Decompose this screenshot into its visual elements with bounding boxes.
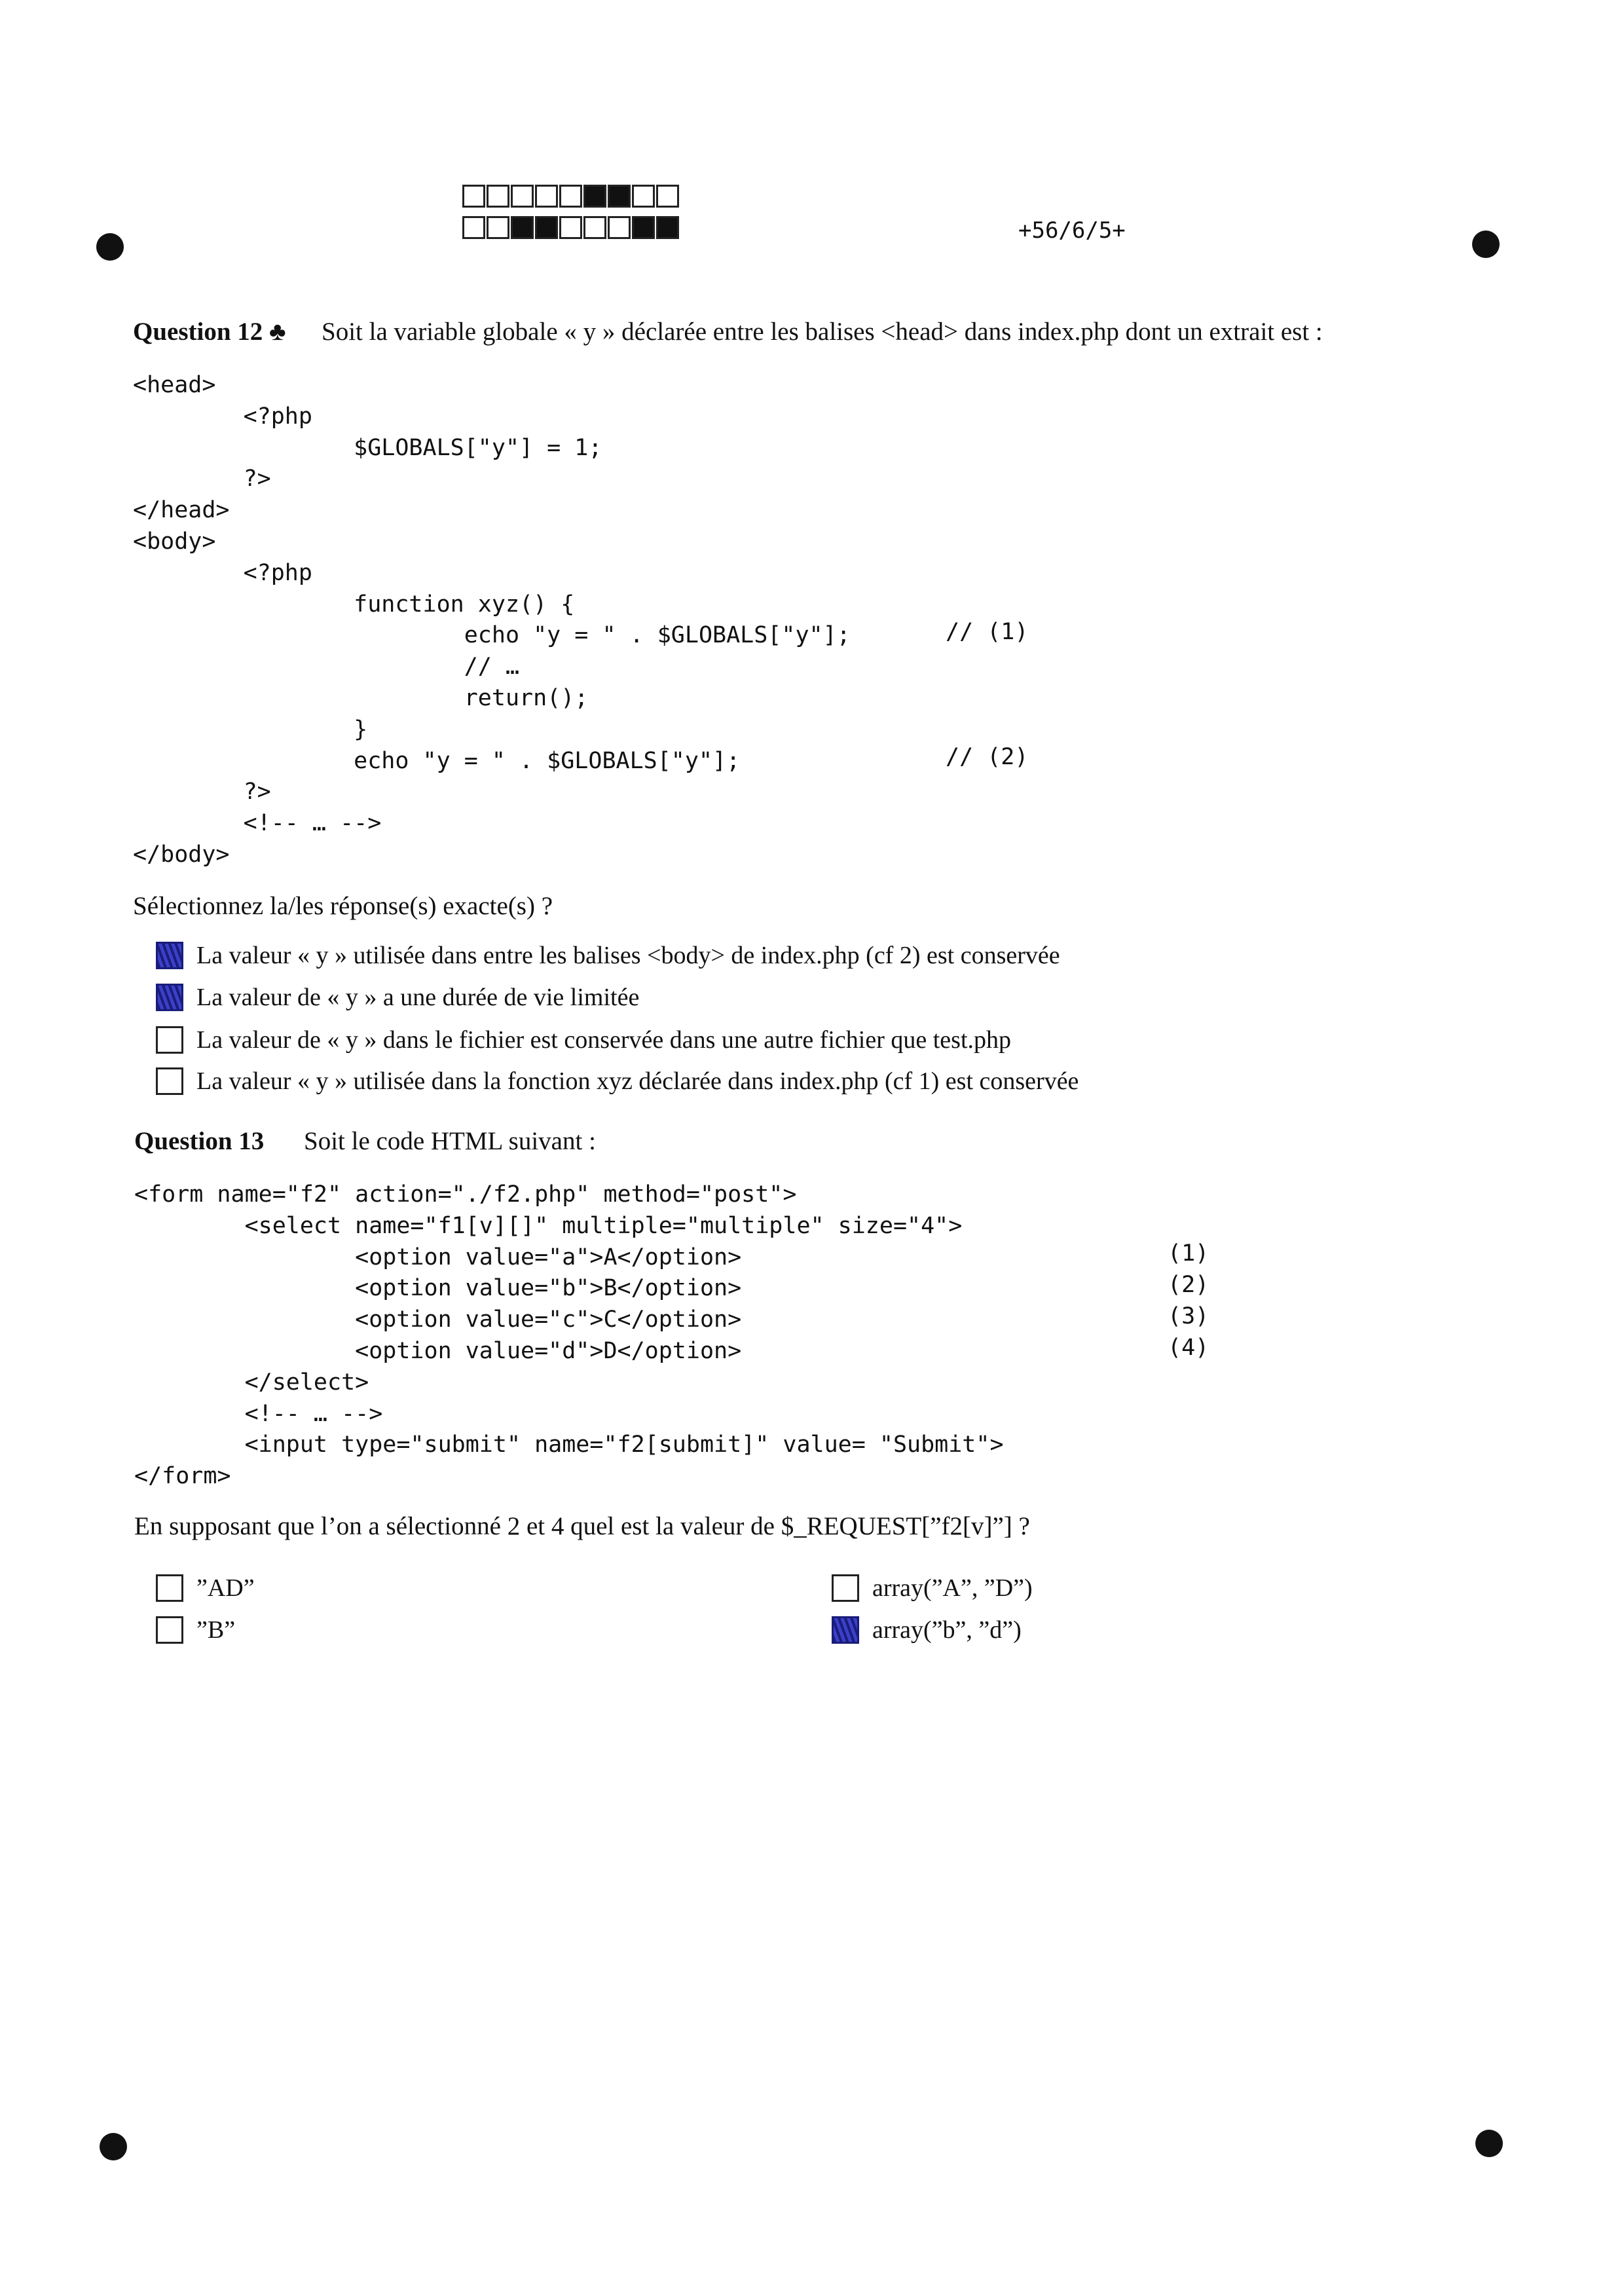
- registration-mark-top-left: [96, 233, 124, 261]
- registration-mark-top-right: [1472, 231, 1500, 258]
- q12-answer-2[interactable]: [156, 983, 639, 1012]
- question-12-prompt: Sélectionnez la/les réponse(s) exacte(s) ?: [133, 892, 553, 920]
- answer-label: La valeur de « y » a une durée de vie limitée: [196, 984, 640, 1011]
- answer-label: La valeur de « y » dans le fichier est conservée dans une autre fichier que test.php: [196, 1026, 1011, 1054]
- grid-cell: [462, 185, 485, 208]
- grid-cell: [535, 216, 558, 239]
- q12-answer-4[interactable]: [156, 1067, 1079, 1096]
- question-13-code: <form name="f2" action="./f2.php" method="post"> <select name="f1[v][]" multiple="multiple" size="4"> <option value="a">A</option> <option value="b">B</option> <option value="c">C</option> <option value="d">D</option> </select> <!-- … --> <input type="submit" name="f2[submit]" value= "Submit"> </form>: [134, 1181, 1004, 1490]
- checkbox[interactable]: [832, 1616, 859, 1644]
- checkbox[interactable]: [832, 1574, 859, 1602]
- grid-cell: [511, 216, 534, 239]
- answer-label: ”AD”: [196, 1574, 255, 1602]
- q12-answer-3[interactable]: [156, 1026, 1011, 1054]
- option-reference-3: (3): [1168, 1303, 1209, 1329]
- code-reference-2: // (2): [946, 744, 1029, 770]
- grid-cell: [462, 216, 485, 239]
- q12-answer-1[interactable]: [156, 941, 1060, 970]
- grid-cell: [559, 185, 582, 208]
- code-reference-1: // (1): [946, 619, 1029, 645]
- checkbox[interactable]: [156, 942, 183, 969]
- checkbox[interactable]: [156, 1616, 183, 1644]
- page-code-grid-row-1: [462, 185, 680, 208]
- answer-label: La valeur « y » utilisée dans la fonction xyz déclarée dans index.php (cf 1) est conservée: [196, 1067, 1079, 1095]
- option-reference-1: (1): [1168, 1240, 1209, 1267]
- registration-mark-bottom-right: [1475, 2130, 1503, 2157]
- answer-label: array(”b”, ”d”): [872, 1616, 1022, 1644]
- grid-cell: [608, 185, 631, 208]
- grid-cell: [632, 216, 655, 239]
- option-reference-2: (2): [1168, 1272, 1209, 1298]
- checkbox[interactable]: [156, 984, 183, 1011]
- grid-cell: [487, 185, 509, 208]
- question-13-title: Question 13: [134, 1127, 265, 1155]
- grid-cell: [608, 216, 631, 239]
- grid-cell: [559, 216, 582, 239]
- grid-cell: [511, 185, 534, 208]
- grid-cell: [535, 185, 558, 208]
- question-12-title: Question 12 ♣: [133, 318, 286, 346]
- grid-cell: [632, 185, 655, 208]
- checkbox[interactable]: [156, 1067, 183, 1095]
- page-code-grid-row-2: [462, 216, 680, 239]
- option-reference-4: (4): [1168, 1335, 1209, 1361]
- grid-cell: [583, 185, 606, 208]
- checkbox[interactable]: [156, 1026, 183, 1054]
- grid-cell: [656, 216, 679, 239]
- answer-label: La valeur « y » utilisée dans entre les balises <body> de index.php (cf 2) est conservée: [196, 942, 1060, 969]
- registration-mark-bottom-left: [100, 2133, 127, 2160]
- grid-cell: [487, 216, 509, 239]
- question-13-prompt: En supposant que l’on a sélectionné 2 et 4 quel est la valeur de $_REQUEST[”f2[v]”] ?: [134, 1512, 1030, 1540]
- answer-label: array(”A”, ”D”): [872, 1574, 1033, 1602]
- q13-answer-array-a-d[interactable]: [832, 1574, 1033, 1602]
- question-12-text: Soit la variable globale « y » déclarée entre les balises <head> dans index.php dont un extrait est :: [322, 318, 1323, 346]
- question-13-text: Soit le code HTML suivant :: [304, 1127, 596, 1155]
- grid-cell: [656, 185, 679, 208]
- checkbox[interactable]: [156, 1574, 183, 1602]
- q13-answer-ad[interactable]: [156, 1574, 255, 1602]
- answer-label: ”B”: [196, 1616, 236, 1644]
- page-identifier: +56/6/5+: [1018, 217, 1126, 244]
- question-12-code: <head> <?php $GLOBALS["y"] = 1; ?> </head> <body> <?php function xyz() { echo "y = " . $GLOBALS["y"]; // … return(); } echo "y = " . $GLOBALS["y"]; ?> <!-- … --> </body>: [133, 372, 851, 868]
- q13-answer-b[interactable]: [156, 1616, 235, 1644]
- q13-answer-array-b-d[interactable]: [832, 1616, 1022, 1644]
- grid-cell: [583, 216, 606, 239]
